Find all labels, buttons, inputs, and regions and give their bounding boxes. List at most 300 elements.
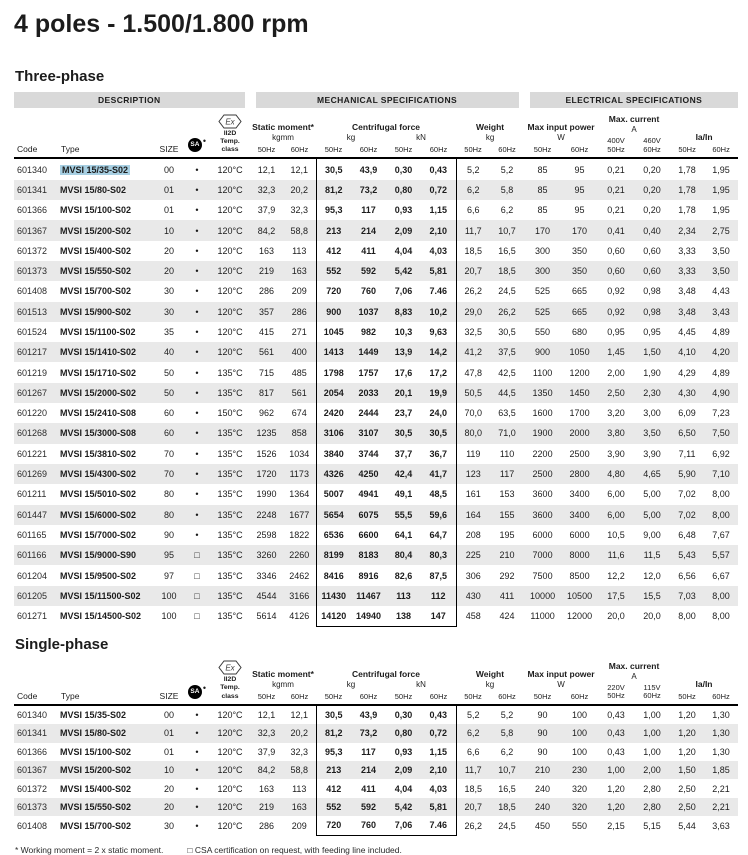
cell-static-moment-50hz: 37,9: [257, 746, 276, 757]
cell-static-moment-60hz: 1822: [289, 529, 310, 540]
cell-code: 601211: [17, 489, 47, 500]
cell-temp-class: 135°C: [217, 387, 243, 398]
cell-centrifugal-kg-50hz: 30,5: [316, 705, 351, 724]
cell-weight-50hz: 41,2: [464, 347, 483, 358]
table-row: [14, 743, 738, 761]
table-row: [14, 464, 738, 484]
col-header-type: Type: [58, 111, 154, 158]
cell-size: 01: [163, 184, 174, 195]
cell-current-60hz: 9,00: [643, 529, 661, 540]
cell-type: MVSI 15/100-S02: [60, 205, 132, 216]
cell-temp-class: 135°C: [217, 529, 243, 540]
table-row: [14, 158, 738, 179]
cell-iain-50hz: 6,09: [678, 408, 696, 419]
cell-centrifugal-kg-50hz: 81,2: [316, 180, 351, 200]
cell-iain-60hz: 3,50: [712, 266, 730, 277]
cell-temp-class: 120°C: [217, 783, 243, 794]
cell-weight-50hz: 5,2: [466, 709, 480, 720]
cell-current-60hz: 0,60: [643, 245, 661, 256]
table-row: [14, 724, 738, 742]
table-row: [14, 261, 738, 281]
cell-csa-mark: •: [195, 709, 199, 720]
group-ia-in: Ia/In 50Hz 60Hz: [670, 111, 738, 158]
cell-type: MVSI 15/400-S02: [60, 245, 132, 256]
cell-power-60hz: 6000: [569, 529, 590, 540]
cell-weight-60hz: 195: [499, 529, 515, 540]
cell-iain-50hz: 4,45: [678, 326, 696, 337]
cell-static-moment-60hz: 1677: [289, 509, 310, 520]
cell-power-50hz: 1350: [532, 387, 553, 398]
group-centrifugal-force: Centrifugal force kg kN 50Hz 60Hz 50Hz 60Hz: [316, 111, 456, 158]
cell-centrifugal-kg-60hz: 760: [361, 286, 377, 297]
cell-weight-60hz: 10,7: [498, 225, 516, 236]
cell-current-50hz: 0,43: [607, 709, 625, 720]
cell-iain-60hz: 3,43: [712, 306, 730, 317]
cell-power-50hz: 2500: [532, 469, 553, 480]
cell-csa-mark: •: [195, 448, 199, 459]
hz-label: 50Hz: [324, 691, 343, 701]
cell-centrifugal-kg-60hz: 1037: [358, 306, 379, 317]
cell-iain-50hz: 6,56: [678, 570, 696, 581]
cell-iain-50hz: 3,33: [678, 245, 696, 256]
cell-current-60hz: 0,20: [643, 164, 661, 175]
cell-code: 601513: [17, 306, 48, 317]
cell-power-60hz: 320: [571, 801, 588, 812]
cell-csa-mark: •: [195, 765, 199, 776]
col-header-csa: [184, 660, 210, 704]
cell-csa-mark: •: [195, 245, 199, 256]
cell-iain-60hz: 4,20: [712, 347, 730, 358]
cell-power-60hz: 2500: [569, 448, 590, 459]
cell-iain-50hz: 7,03: [678, 590, 696, 601]
cell-power-50hz: 1100: [532, 367, 553, 378]
cell-centrifugal-kn-50hz: 49,1: [394, 489, 413, 500]
cell-weight-50hz: 119: [466, 448, 481, 459]
cell-centrifugal-kn-60hz: 48,5: [421, 484, 456, 504]
cell-centrifugal-kg-60hz: 8183: [358, 550, 379, 561]
cell-weight-60hz: 10,7: [498, 765, 516, 776]
cell-code: 601268: [17, 428, 48, 439]
cell-csa-mark: •: [195, 286, 199, 297]
cell-weight-60hz: 42,5: [498, 367, 516, 378]
electrical-bar: ELECTRICAL SPECIFICATIONS: [524, 92, 738, 111]
cell-code: 601367: [17, 225, 48, 236]
cell-current-50hz: 1,00: [607, 765, 625, 776]
cell-centrifugal-kn-60hz: 10,2: [421, 302, 456, 322]
cell-current-50hz: 4,80: [607, 469, 625, 480]
three-phase-rows: [14, 158, 738, 626]
cell-temp-class: 120°C: [217, 801, 243, 812]
cell-centrifugal-kg-60hz: 8916: [358, 570, 379, 581]
cell-centrifugal-kg-50hz: 552: [316, 261, 351, 281]
cell-power-50hz: 450: [534, 820, 551, 831]
cell-centrifugal-kg-60hz: 73,2: [359, 184, 378, 195]
cell-iain-60hz: 4,43: [712, 286, 730, 297]
cell-current-50hz: 2,00: [607, 367, 625, 378]
cell-csa-mark: •: [195, 820, 199, 831]
cell-static-moment-50hz: 357: [259, 306, 275, 317]
cell-size: 30: [163, 306, 174, 317]
cell-current-50hz: 1,20: [607, 783, 625, 794]
cell-power-60hz: 95: [574, 164, 585, 175]
cell-power-60hz: 3400: [569, 509, 590, 520]
cell-static-moment-50hz: 1526: [256, 448, 277, 459]
cell-iain-50hz: 4,29: [678, 367, 696, 378]
cell-centrifugal-kn-50hz: 82,6: [394, 570, 413, 581]
cell-temp-class: 120°C: [217, 306, 243, 317]
cell-static-moment-50hz: 12,1: [257, 164, 276, 175]
description-bar: DESCRIPTION: [14, 92, 250, 111]
cell-static-moment-50hz: 32,3: [257, 728, 276, 739]
cell-csa-mark: •: [195, 509, 199, 520]
cell-current-50hz: 0,43: [607, 728, 625, 739]
cell-iain-60hz: 1,85: [712, 765, 730, 776]
cell-weight-50hz: 47,8: [464, 367, 483, 378]
cell-iain-60hz: 1,95: [712, 184, 730, 195]
cell-size: 70: [163, 448, 174, 459]
cell-size: 97: [163, 570, 174, 581]
cell-csa-mark: •: [195, 367, 199, 378]
cell-type: MVSI 15/100-S02: [60, 746, 132, 757]
table-row: [14, 798, 738, 816]
col-header-code: Code: [14, 111, 58, 158]
cell-current-60hz: 3,90: [643, 448, 661, 459]
cell-csa-mark: □: [194, 570, 200, 581]
cell-centrifugal-kn-50hz: 64,1: [394, 529, 413, 540]
cell-temp-class: 120°C: [217, 184, 243, 195]
cell-iain-50hz: 1,20: [678, 728, 696, 739]
cell-weight-60hz: 16,5: [498, 783, 516, 794]
cell-weight-60hz: 30,5: [498, 326, 516, 337]
csa-icon: SA: [188, 685, 202, 699]
cell-weight-50hz: 430: [465, 590, 481, 601]
table-row: [14, 484, 738, 504]
single-phase-table: [14, 660, 738, 835]
cell-weight-60hz: 5,2: [500, 709, 514, 720]
table-row: [14, 200, 738, 220]
cell-iain-50hz: 1,20: [678, 746, 696, 757]
cell-centrifugal-kg-60hz: 214: [361, 225, 377, 236]
cell-temp-class: 120°C: [217, 347, 243, 358]
cell-power-50hz: 550: [535, 326, 551, 337]
table-row: [14, 180, 738, 200]
cell-centrifugal-kg-60hz: 4250: [358, 469, 379, 480]
cell-static-moment-50hz: 962: [259, 408, 275, 419]
col-header-temp-class: [210, 111, 250, 158]
group-max-current: Max. current A 400V 50Hz 460V 60Hz: [598, 111, 670, 158]
cell-code: 601373: [17, 801, 48, 812]
cell-centrifugal-kn-60hz: 1,15: [421, 743, 456, 761]
cell-temp-class: 120°C: [217, 820, 243, 831]
cell-centrifugal-kg-60hz: 411: [361, 245, 376, 256]
cell-static-moment-50hz: 561: [259, 347, 275, 358]
cell-current-60hz: 5,00: [643, 489, 661, 500]
cell-current-60hz: 2,80: [643, 783, 661, 794]
cell-centrifugal-kg-60hz: 4941: [358, 489, 379, 500]
cell-centrifugal-kn-50hz: 80,4: [394, 550, 413, 561]
cell-weight-50hz: 29,0: [464, 306, 483, 317]
cell-temp-class: 120°C: [217, 245, 243, 256]
cell-temp-class: 120°C: [217, 205, 243, 216]
hz-label: 50Hz: [533, 691, 552, 701]
cell-static-moment-60hz: 561: [291, 387, 307, 398]
cell-power-50hz: 3600: [532, 489, 553, 500]
cell-iain-50hz: 7,02: [678, 509, 696, 520]
cell-iain-50hz: 1,78: [678, 184, 696, 195]
cell-power-50hz: 90: [537, 728, 548, 739]
cell-type: MVSI 15/80-S02: [60, 184, 127, 195]
cell-centrifugal-kg-60hz: 592: [361, 266, 377, 277]
hz-label: 50Hz: [257, 145, 276, 155]
cell-weight-50hz: 26,2: [464, 820, 483, 831]
footnote-working-moment: * Working moment = 2 x static moment.: [15, 844, 164, 855]
table-row: [14, 606, 738, 627]
cell-weight-50hz: 458: [465, 611, 481, 622]
cell-current-50hz: 0,92: [607, 286, 625, 297]
cell-centrifugal-kg-50hz: 2054: [316, 383, 351, 403]
cell-centrifugal-kn-50hz: 20,1: [394, 387, 413, 398]
cell-type: MVSI 15/9500-S02: [60, 570, 137, 581]
three-phase-heading: Three-phase: [15, 68, 105, 85]
cell-size: 35: [163, 326, 174, 337]
cell-csa-mark: •: [195, 746, 199, 757]
cell-power-50hz: 11000: [530, 611, 555, 622]
cell-weight-60hz: 411: [499, 590, 515, 601]
cell-static-moment-50hz: 2248: [256, 509, 277, 520]
cell-static-moment-50hz: 3260: [256, 550, 277, 561]
cell-weight-50hz: 80,0: [464, 428, 483, 439]
cell-static-moment-50hz: 12,1: [257, 709, 276, 720]
cell-weight-50hz: 70,0: [464, 408, 483, 419]
highlighted-type: MVSI 15/35-S02: [62, 164, 129, 175]
cell-centrifugal-kn-60hz: 0,72: [421, 724, 456, 742]
cell-weight-60hz: 117: [499, 469, 515, 480]
cell-weight-50hz: 20,7: [464, 801, 483, 812]
cell-size: 01: [163, 746, 174, 757]
cell-csa-mark: •: [195, 164, 199, 175]
cell-iain-50hz: 1,20: [678, 709, 696, 720]
cell-size: 20: [163, 801, 174, 812]
cell-size: 100: [161, 611, 177, 622]
cell-power-60hz: 95: [574, 184, 585, 195]
csa-icon: SA: [188, 138, 202, 152]
cell-centrifugal-kg-60hz: 1757: [358, 367, 379, 378]
cell-type: MVSI 15/1710-S02: [60, 367, 137, 378]
cell-size: 30: [163, 820, 174, 831]
cell-power-60hz: 1700: [569, 408, 590, 419]
col-header-size: SIZE: [154, 111, 184, 158]
cell-iain-60hz: 3,63: [712, 820, 730, 831]
cell-power-60hz: 2800: [569, 469, 590, 480]
cell-power-60hz: 3400: [569, 489, 590, 500]
cell-centrifugal-kg-50hz: 95,3: [316, 743, 351, 761]
cell-current-60hz: 1,50: [643, 347, 661, 358]
cell-current-50hz: 3,80: [607, 428, 625, 439]
footnotes: [14, 845, 736, 855]
cell-size: 00: [163, 164, 174, 175]
cell-current-50hz: 2,50: [607, 387, 625, 398]
cell-centrifugal-kg-50hz: 81,2: [316, 724, 351, 742]
table-row: [14, 779, 738, 797]
cell-centrifugal-kg-50hz: 1413: [316, 342, 351, 362]
cell-centrifugal-kn-60hz: 30,5: [421, 423, 456, 443]
cell-temp-class: 120°C: [217, 326, 243, 337]
group-static-moment: Static moment* kgmm 50Hz 60Hz: [250, 111, 316, 158]
cell-centrifugal-kg-50hz: 3106: [316, 423, 351, 443]
cell-weight-60hz: 292: [499, 570, 515, 581]
cell-code: 601205: [17, 590, 48, 601]
table-row: [14, 281, 738, 301]
cell-centrifugal-kg-50hz: 8199: [316, 545, 351, 565]
cell-centrifugal-kn-60hz: 7.46: [421, 816, 456, 835]
cell-weight-50hz: 6,6: [467, 205, 480, 216]
cell-centrifugal-kn-50hz: 0,93: [394, 746, 413, 757]
cell-centrifugal-kg-60hz: 2033: [358, 387, 379, 398]
hz-label: 60Hz: [359, 691, 378, 701]
cell-size: 50: [163, 387, 174, 398]
cell-size: 70: [163, 469, 174, 480]
voltage-label: 220V 50Hz: [607, 682, 625, 701]
cell-centrifugal-kn-50hz: 2,09: [394, 225, 413, 236]
svg-text:Ex: Ex: [225, 117, 235, 127]
cell-power-50hz: 2200: [532, 448, 553, 459]
cell-static-moment-50hz: 5614: [256, 611, 277, 622]
hz-label: 60Hz: [290, 145, 309, 155]
col-header-temp-class: [210, 660, 250, 704]
cell-static-moment-50hz: 415: [259, 326, 275, 337]
cell-centrifugal-kn-60hz: 0,43: [421, 158, 456, 179]
cell-centrifugal-kg-60hz: 117: [361, 746, 376, 757]
cell-temp-class: 120°C: [217, 746, 243, 757]
cell-type: MVSI 15/4300-S02: [60, 469, 137, 480]
cell-iain-50hz: 2,50: [678, 801, 696, 812]
cell-static-moment-60hz: 209: [291, 286, 307, 297]
cell-type: MVSI 15/35-S02: [60, 709, 127, 720]
cell-iain-60hz: 8,00: [712, 489, 730, 500]
cell-static-moment-50hz: 1990: [256, 489, 277, 500]
cell-static-moment-50hz: 84,2: [257, 765, 276, 776]
cell-csa-mark: •: [195, 326, 199, 337]
cell-weight-50hz: 6,2: [466, 728, 480, 739]
cell-iain-50hz: 7,02: [678, 489, 696, 500]
cell-centrifugal-kn-60hz: 59,6: [421, 505, 456, 525]
cell-power-50hz: 525: [535, 306, 551, 317]
cell-centrifugal-kg-60hz: 43,9: [359, 709, 378, 720]
cell-static-moment-50hz: 219: [258, 801, 275, 812]
page-title: 4 poles - 1.500/1.800 rpm: [14, 10, 309, 38]
cell-weight-50hz: 11,7: [464, 765, 482, 776]
cell-centrifugal-kg-50hz: 11430: [316, 586, 351, 606]
cell-current-60hz: 0,95: [643, 326, 661, 337]
cell-iain-60hz: 6,92: [712, 448, 730, 459]
cell-current-60hz: 0,60: [643, 266, 661, 277]
cell-power-50hz: 1900: [532, 428, 553, 439]
cell-weight-60hz: 5,8: [500, 728, 514, 739]
table-row: [14, 302, 738, 322]
cell-centrifugal-kg-60hz: 3107: [358, 428, 379, 439]
cell-current-60hz: 5,15: [643, 820, 661, 831]
cell-size: 50: [163, 367, 174, 378]
cell-power-60hz: 350: [572, 266, 588, 277]
cell-iain-50hz: 2,50: [678, 783, 696, 794]
cell-centrifugal-kn-50hz: 0,80: [394, 184, 413, 195]
cell-weight-50hz: 306: [465, 570, 481, 581]
cell-iain-60hz: 6,67: [712, 570, 730, 581]
cell-centrifugal-kn-60hz: 5,81: [421, 798, 456, 816]
cell-centrifugal-kg-50hz: 3840: [316, 444, 351, 464]
cell-csa-mark: •: [195, 266, 199, 277]
cell-centrifugal-kg-60hz: 760: [351, 816, 386, 835]
cell-centrifugal-kg-50hz: 1798: [316, 362, 351, 382]
cell-type: MVSI 15/2000-S02: [60, 387, 137, 398]
cell-code: 601166: [17, 550, 47, 561]
cell-type: MVSI 15/1410-S02: [60, 347, 137, 358]
cell-code: 601372: [17, 783, 48, 794]
cell-code: 601165: [17, 529, 47, 540]
voltage-label: 115V 60Hz: [643, 682, 661, 701]
csa-dot-mark: •: [202, 136, 207, 147]
unit-kn: kN: [416, 679, 426, 689]
cell-centrifugal-kn-60hz: 112: [421, 586, 456, 606]
cell-centrifugal-kg-60hz: 73,2: [359, 728, 378, 739]
cell-power-60hz: 1050: [569, 347, 590, 358]
cell-weight-50hz: 225: [465, 550, 481, 561]
cell-iain-50hz: 5,90: [678, 469, 696, 480]
table-row: [14, 423, 738, 443]
cell-current-50hz: 0,21: [607, 184, 625, 195]
cell-power-60hz: 320: [571, 783, 588, 794]
group-max-input-power: Max input power W 50Hz 60Hz: [524, 660, 598, 704]
cell-csa-mark: •: [195, 387, 199, 398]
cell-type: MVSI 15/200-S02: [60, 225, 132, 236]
cell-centrifugal-kg-60hz: 411: [361, 783, 376, 794]
cell-current-60hz: 15,5: [643, 590, 661, 601]
cell-size: 01: [163, 728, 174, 739]
cell-centrifugal-kn-50hz: 17,6: [394, 367, 413, 378]
cell-type: MVSI 15/3810-S02: [60, 448, 137, 459]
cell-power-50hz: 7500: [532, 570, 553, 581]
group-weight: Weight kg 50Hz 60Hz: [456, 111, 524, 158]
cell-iain-60hz: 7,10: [712, 469, 730, 480]
cell-centrifugal-kn-50hz: 5,42: [394, 801, 413, 812]
cell-type: MVSI 15/550-S02: [60, 266, 132, 277]
hz-label: 60Hz: [570, 691, 589, 701]
col-header-code: Code: [14, 660, 58, 704]
hz-label: 60Hz: [570, 145, 589, 155]
hz-label: 60Hz: [712, 145, 730, 155]
cell-code: 601269: [17, 469, 48, 480]
cell-centrifugal-kn-60hz: 19,9: [421, 383, 456, 403]
cell-code: 601408: [17, 286, 48, 297]
unit-kg: kg: [346, 679, 356, 689]
cell-centrifugal-kn-50hz: 4,04: [394, 783, 413, 794]
cell-code: 601267: [17, 387, 48, 398]
cell-centrifugal-kg-60hz: 214: [360, 765, 377, 776]
cell-centrifugal-kn-50hz: 113: [396, 590, 411, 601]
atex-line: class: [221, 692, 239, 700]
cell-weight-60hz: 6,2: [500, 746, 514, 757]
table-row: [14, 816, 738, 835]
cell-centrifugal-kn-50hz: 0,93: [394, 205, 413, 216]
cell-power-60hz: 550: [571, 820, 588, 831]
cell-static-moment-60hz: 1034: [289, 448, 310, 459]
cell-centrifugal-kg-50hz: 412: [316, 779, 351, 797]
cell-centrifugal-kn-50hz: 5,42: [394, 266, 413, 277]
cell-current-50hz: 17,5: [607, 590, 625, 601]
cell-static-moment-60hz: 58,8: [290, 225, 309, 236]
cell-centrifugal-kn-50hz: 13,9: [394, 347, 413, 358]
cell-csa-mark: •: [195, 347, 199, 358]
